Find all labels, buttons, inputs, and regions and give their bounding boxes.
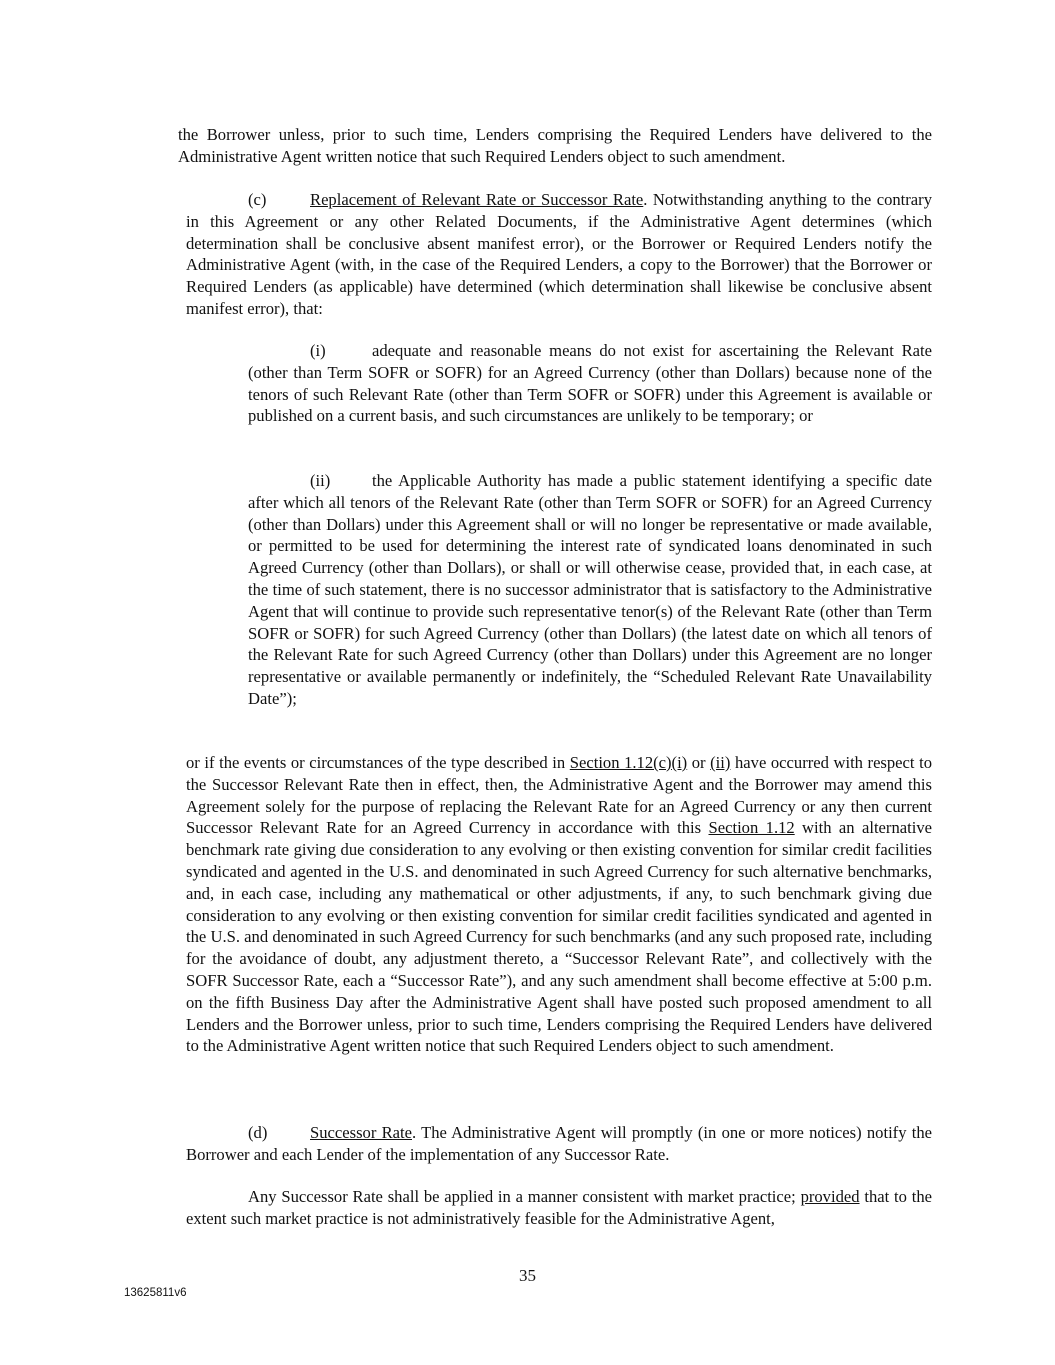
- heading-successor-rate: Successor Rate: [310, 1123, 412, 1142]
- section-ref-1-12-c-i: Section 1.12(c)(i): [569, 753, 688, 772]
- paragraph-d: [186, 1122, 932, 1166]
- paragraph-ii: [248, 470, 932, 710]
- label-c: (c): [248, 190, 267, 209]
- paragraph-c: [186, 189, 932, 320]
- text-ii: the Applicable Authority has made a public statement identifying a specific date after which all tenors of the Relevant Rate (other than Term SOFR or SOFR) for an Agreed Currency (other than Dollars) under this Agreement shall or will no longer be representative or made available, or permitted to be used for determining the interest rate of syndicated loans denominated in such Agreed Currency (other than Dollars), or shall or will otherwise cease, provided that, in each case, at the time of such statement, there is no successor administrator that is satisfactory to the Administrative Agent that will continue to provide such representative tenor(s) of the Relevant Rate (other than Term SOFR or SOFR) for such Agreed Currency (other than Dollars) (the latest date on which all tenors of the Relevant Rate for such Agreed Currency (other than Dollars) under this Agreement are no longer representative or available permanently or indefinitely, the “Scheduled Relevant Rate Unavailability Date”);: [248, 471, 932, 708]
- paragraph-or: [186, 752, 932, 1057]
- text-c: . Notwithstanding anything to the contrary in this Agreement or any other Related Documents, if the Administrative Agent determines (which determination shall be conclusive absent manifest error), or the Borrower or Required Lenders notify the Administrative Agent (with, in the case of the Required Lenders, a copy to the Borrower) that the Borrower or Required Lenders (as applicable) have determined (which determination shall likewise be conclusive absent manifest error), that:: [186, 190, 932, 318]
- label-ii: (ii): [310, 471, 331, 490]
- section-ref-1-12: Section 1.12: [708, 818, 795, 838]
- text-any-1: Any Successor Rate shall be applied in a manner consistent with market practice;: [248, 1187, 801, 1206]
- label-d: (d): [248, 1123, 268, 1142]
- provided-term: provided: [800, 1187, 860, 1206]
- section-ref-ii: (ii): [710, 753, 731, 772]
- heading-replacement-of-relevant-rate: Replacement of Relevant Rate or Successor Rate: [310, 190, 644, 209]
- paragraph-i: [248, 340, 932, 427]
- text-or-2: or: [687, 753, 711, 772]
- text-any-2: that to the extent such market practice is not administratively feasible for the Administrative Agent,: [186, 1187, 932, 1228]
- label-i: (i): [310, 341, 326, 360]
- text-d: . The Administrative Agent will promptly (in one or more notices) notify the Borrower and each Lender of the implementation of any Successor Rate.: [186, 1123, 932, 1164]
- document-id: 13625811v6: [124, 1287, 187, 1299]
- paragraph-any-successor-rate: [186, 1186, 932, 1230]
- text-or-1: or if the events or circumstances of the type described in: [186, 753, 570, 772]
- page-number: 35: [519, 1266, 536, 1285]
- text-or-4: with an alternative benchmark rate giving due consideration to any evolving or then existing convention for similar credit facilities syndicated and agented in the U.S. and denominated in such Agreed Currency for such alternative benchmarks, and, in each case, including any mathematical or other adjustments, if any, to such benchmark giving due consideration to any evolving or then existing convention for similar credit facilities syndicated and agented in the U.S. and denominated in such Agreed Currency for such benchmarks (and any such proposed rate, including for the avoidance of doubt, any adjustment thereto, a “Successor Relevant Rate”, and collectively with the SOFR Successor Rate, each a “Successor Rate”), and any such amendment shall become effective at 5:00 p.m. on the fifth Business Day after the Administrative Agent shall have posted such proposed amendment to all Lenders and the Borrower unless, prior to such time, Lenders comprising the Required Lenders have delivered to the Administrative Agent written notice that such Required Lenders object to such amendment.: [186, 818, 932, 1056]
- text-or-3: have occurred with respect to the Successor Relevant Rate then in effect, then, the Administrative Agent and the Borrower may amend this Agreement solely for the purpose of replacing the Relevant Rate for an Agreed Currency or any then current Successor Relevant Rate for an Agreed Currency in accordance with this: [186, 753, 932, 838]
- text-i: adequate and reasonable means do not exist for ascertaining the Relevant Rate (other than Term SOFR or SOFR) for an Agreed Currency (other than Dollars) because none of the tenors of such Relevant Rate (other than Term SOFR or SOFR) under this Agreement is available or published on a current basis, and such circumstances are unlikely to be temporary; or: [248, 341, 932, 426]
- paragraph-intro: the Borrower unless, prior to such time, Lenders comprising the Required Lenders have delivered to the Administrative Agent written notice that such Required Lenders object to such amendment.: [178, 125, 932, 166]
